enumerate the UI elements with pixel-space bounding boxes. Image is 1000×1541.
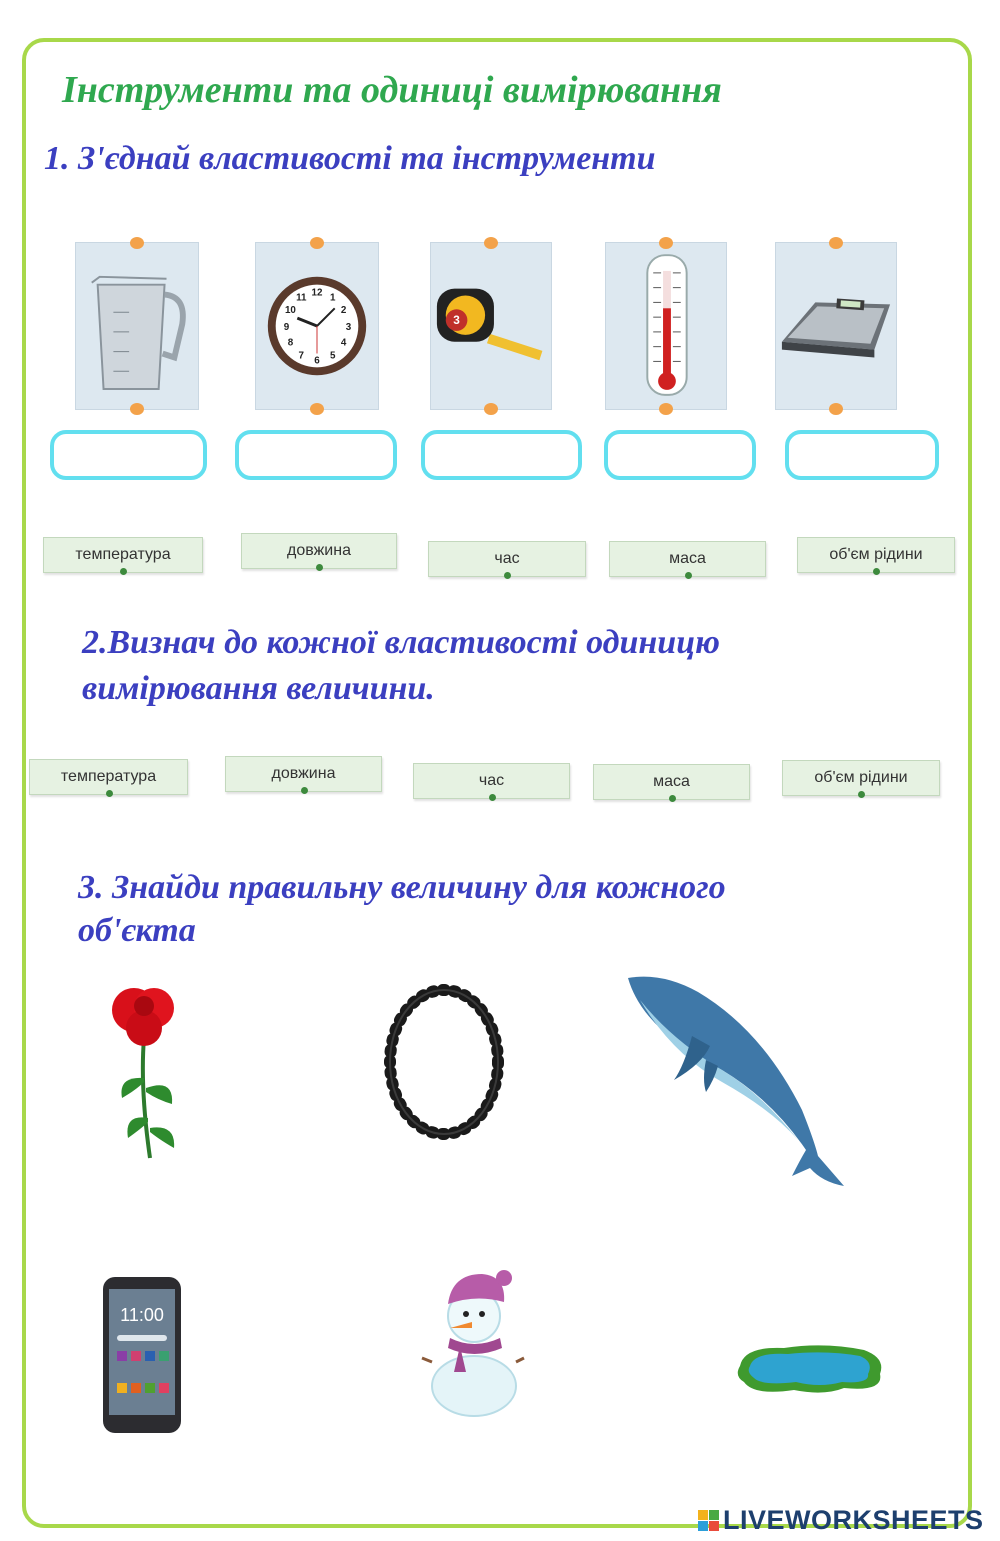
clock-numeral: 11	[296, 292, 307, 304]
phone-object[interactable]	[101, 1275, 183, 1435]
whale-object[interactable]	[622, 970, 847, 1192]
pond-icon	[734, 1338, 886, 1398]
answer-drop-box-5[interactable]	[785, 430, 939, 480]
rose-icon	[88, 978, 194, 1166]
task2-heading-line1: 2.Визнач до кожної властивості одиницю	[82, 624, 720, 661]
instrument-card-jug	[75, 242, 199, 410]
pond-object[interactable]	[734, 1338, 886, 1398]
clock-numeral: 7	[298, 350, 304, 362]
necklace-object[interactable]	[380, 982, 508, 1152]
snowman-icon	[420, 1268, 526, 1418]
brand-text: LIVEWORKSHEETS	[723, 1505, 984, 1535]
measuring-jug-icon	[76, 243, 198, 409]
task1-label-liquid-volume[interactable]: об'єм рідини	[797, 537, 955, 573]
clock-numeral: 9	[283, 321, 290, 333]
clock-numeral: 2	[340, 305, 347, 317]
tape-measure-icon	[431, 243, 551, 409]
clock-numeral: 10	[284, 305, 296, 317]
task1-heading: 1. З'єднай властивості та інструменти	[44, 140, 656, 177]
clock-numeral: 1	[330, 292, 336, 304]
whale-icon	[622, 970, 847, 1192]
clock-icon	[256, 243, 378, 409]
phone-clock-text: 11:00	[120, 1305, 164, 1325]
liveworksheets-logo-icon	[698, 1510, 719, 1531]
task1-label-temperature[interactable]: температура	[43, 537, 203, 573]
task2-label-length[interactable]: довжина	[225, 756, 382, 792]
tape-label: 3	[453, 313, 460, 328]
task3-heading-line2: об'єкта	[78, 912, 196, 949]
answer-drop-box-4[interactable]	[604, 430, 756, 480]
snowman-object[interactable]	[420, 1268, 526, 1418]
liveworksheets-logo	[698, 1505, 984, 1536]
instrument-card-scale	[775, 242, 897, 410]
task1-label-time[interactable]: час	[428, 541, 586, 577]
task2-label-liquid-volume[interactable]: об'єм рідини	[782, 760, 940, 796]
task2-heading-line2: вимірювання величини.	[82, 670, 435, 707]
instrument-card-thermometer	[605, 242, 727, 410]
task1-label-length[interactable]: довжина	[241, 533, 397, 569]
clock-numeral: 3	[345, 321, 352, 333]
answer-drop-box-3[interactable]	[421, 430, 582, 480]
clock-numeral: 12	[311, 287, 323, 299]
clock-numeral: 6	[314, 355, 320, 367]
clock-numeral: 4	[340, 337, 347, 349]
bead-necklace-icon	[380, 982, 508, 1152]
answer-drop-box-2[interactable]	[235, 430, 397, 480]
clock-numeral: 5	[330, 350, 336, 362]
scale-icon	[776, 243, 896, 409]
instrument-card-tape	[430, 242, 552, 410]
clock-numeral: 8	[287, 337, 294, 349]
instrument-card-clock	[255, 242, 379, 410]
task2-label-temperature[interactable]: температура	[29, 759, 188, 795]
task1-label-mass[interactable]: маса	[609, 541, 766, 577]
rose-object[interactable]	[88, 978, 194, 1166]
phone-icon	[101, 1275, 183, 1435]
thermometer-icon	[606, 243, 726, 409]
task2-label-mass[interactable]: маса	[593, 764, 750, 800]
answer-drop-box-1[interactable]	[50, 430, 207, 480]
task2-label-time[interactable]: час	[413, 763, 570, 799]
task3-heading-line1: 3. Знайди правильну величину для кожного	[78, 869, 726, 906]
page-title: Інструменти та одиниці вимірювання	[62, 69, 722, 111]
